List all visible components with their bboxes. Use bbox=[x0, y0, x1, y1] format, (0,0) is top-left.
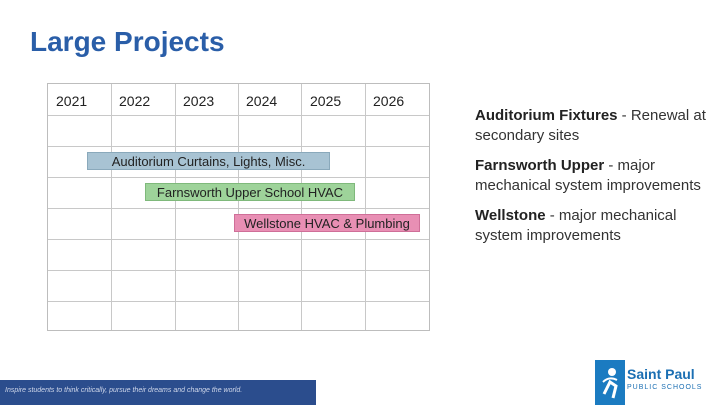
footer-motto: Inspire students to think critically, pursue their dreams and change the world. bbox=[5, 387, 243, 394]
bar-farnsworth-hvac: Farnsworth Upper School HVAC bbox=[145, 183, 355, 201]
project-notes bbox=[475, 106, 715, 256]
note-heading: Farnsworth Upper bbox=[475, 157, 605, 174]
year-label-2024: 2024 bbox=[246, 93, 278, 109]
grid-column-line bbox=[365, 84, 366, 330]
bar-auditorium-curtains: Auditorium Curtains, Lights, Misc. bbox=[87, 152, 330, 170]
note-auditorium-fixtures bbox=[475, 106, 715, 146]
project-timeline-grid bbox=[47, 83, 430, 331]
year-label-2021: 2021 bbox=[56, 93, 88, 109]
grid-row-line bbox=[48, 115, 429, 116]
logo-name: Saint Paul bbox=[627, 366, 695, 382]
grid-row-line bbox=[48, 208, 429, 209]
year-label-2025: 2025 bbox=[310, 93, 342, 109]
year-label-2023: 2023 bbox=[183, 93, 215, 109]
runner-icon bbox=[595, 360, 625, 405]
grid-row-line bbox=[48, 270, 429, 271]
grid-row-line bbox=[48, 146, 429, 147]
grid-column-line bbox=[301, 84, 302, 330]
note-heading: Auditorium Fixtures bbox=[475, 107, 618, 124]
grid-column-line bbox=[175, 84, 176, 330]
grid-row-line bbox=[48, 177, 429, 178]
note-text: - major mechanical system improvements bbox=[475, 157, 701, 194]
grid-column-line bbox=[111, 84, 112, 330]
saint-paul-logo bbox=[595, 360, 703, 405]
note-farnsworth-upper bbox=[475, 156, 715, 196]
grid-row-line bbox=[48, 301, 429, 302]
grid-column-line bbox=[238, 84, 239, 330]
note-heading: Wellstone bbox=[475, 207, 546, 224]
year-label-2026: 2026 bbox=[373, 93, 405, 109]
footer-bar bbox=[0, 380, 316, 405]
page-title: Large Projects bbox=[30, 26, 225, 57]
grid-row-line bbox=[48, 239, 429, 240]
note-text: - major mechanical system improvements bbox=[475, 207, 677, 244]
year-label-2022: 2022 bbox=[119, 93, 151, 109]
note-text: - Renewal at secondary sites bbox=[475, 107, 706, 144]
logo-badge-icon bbox=[595, 360, 625, 405]
bar-wellstone-hvac: Wellstone HVAC & Plumbing bbox=[234, 214, 420, 232]
logo-subtitle: PUBLIC SCHOOLS bbox=[627, 384, 703, 391]
note-wellstone bbox=[475, 206, 715, 246]
